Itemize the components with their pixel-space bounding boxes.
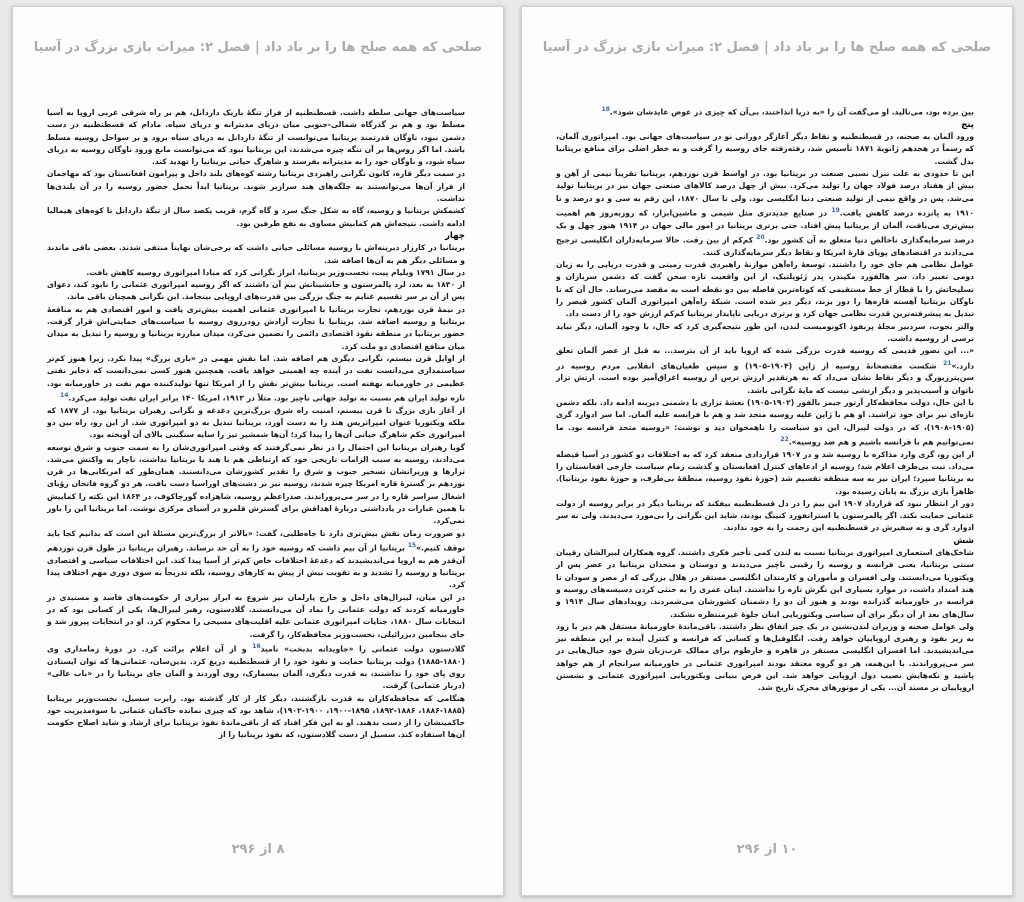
paragraph: کشمکش بریتانیا و روسیه، گاه به شکل جنگ سرد و گاه گرم، قریب یکصد سال از تنگهٔ داردانل تا کوه‌های هیمالیا ادامه داشت. نتیجه‌اش هم کمابیش مساوی به نفع طرفین بود. — [47, 206, 465, 228]
footnote-link[interactable]: 18 — [601, 106, 610, 113]
footnote-link[interactable]: 19 — [831, 206, 840, 214]
page-number: ۸ از ۲۹۶ — [231, 842, 285, 857]
running-head: صلحی که همه صلح ها را بر باد داد | فصل ۲: میراث بازی بزرگ در آسیا — [33, 40, 483, 55]
paragraph: عوامل نظامی هم جای خود را داشتند. توسعهٔ راه‌آهن موازنهٔ راهبردی قدرت زمینی و قدرت دریایی را به زیان دومی تغییر داد. سر هالفورد مکیندر، پدر ژئوپلتیک، از این واقعیت تازه سخن گفت که دشمن سربازان و تسلیحاتش را با قطار از خط مستقیمی که کوتاه‌ترین فاصله بین دو نقطه است به مقصد می‌رساند. حال آن که تا ناوگان بریتانیا آهسته قاره‌ها را دور بزند، دیگر دیر شده است. شبکهٔ راه‌آهن امپراتوری آلمان کشور قیصر را تبدیل به پیشرفته‌ترین قدرت نظامی جهان کرد و برتری دریایی ناپایدار بریتانیا کم‌کم ارزش خود را از دست داد. — [556, 260, 974, 319]
paragraph: ولی عوامل صحنه و وزیران لندن‌نشین در یک چیز اتفاق نظر داشتند. باقی‌ماندهٔ خاورمیانهٔ مستقل هم دیر یا زود به زیر نفوذ و رهبری اروپاییان خواهد رفت. انگلوفیل‌ها و کسانی که فرانسه و کنترل آینده بر این منطقه نیز می‌اندیشیدند. اما افسران انگلیسی مستقر در قاهره و خارطوم برای ممالک عرب‌زبان شرق خود خیال‌هایی در سر می‌پروراندند. با این‌همه، هر دو گروه معتقد بودند امپراتوری عثمانی در خاورمیانه سرانجام از هم خواهد پاشید و تکه‌هایش نصیب دول اروپایی خواهد شد. این فرض بنیانی ویکتوریایی امپراتوری عثمانی و نشستن اروپاییان بر مسند آن... یکی از موتورهای محرک تاریخ شد. — [556, 621, 974, 693]
paragraph: در این میان، لیبرال‌های داخل و خارج پارلمان نیز شروع به ابراز بیزاری از حکومت‌های فاسد و مستبدی در خاورمیانه کردند که دولت عثمانی را نماد آن می‌دانستند. گلادستون، رهبر لیبرال‌ها، یکی از کسانی بود که در انتخابات سال ۱۸۸۰، جنایات امپراتوری عثمانی علیه اقلیت‌های مسیحی را محکوم کرد. او در انتخابات پیروز شد و جای بنجامین دیزرائیلی، نخست‌وزیر محافظه‌کار، را گرفت. — [47, 592, 465, 639]
section-heading: چهار — [444, 230, 465, 241]
footnote-link[interactable]: 22 — [780, 435, 789, 443]
page-number: ۱۰ از ۲۹۶ — [736, 842, 798, 857]
paragraph: بین برده بود، می‌نالید. او می‌گفت آن را «به دریا انداختند، بی‌آن که چیزی در عوض عایدشان شود».$^{18}$ — [601, 106, 974, 117]
paragraph: در سمت دیگر قاره، کانون نگرانی راهبردی بریتانیا رشته کوه‌های بلند داخل و پیرامون افغانستان بود که مهاجمان از فراز آن‌ها می‌توانستند به جلگه‌های هند سرازیر شوند. بریتانیا ابداً تحمل حضور روسیه را در آن بلندی‌ها نداشت. — [47, 169, 465, 204]
paragraph: شاخک‌های استعماری امپراتوری بریتانیا نسبت به لندن کمی تأخیر فکری داشتند. گروه همکاران لیبرالشان رقیبان سنتی بریتانیا، یعنی فرانسه و روسیه را رقیبی ناچیز می‌دیدند و دوستان و متحدان بریتانیا در عصر پس از ویکتوریا می‌دانستند. ولی افسران و مأموران و کارمندان انگلیسی مستقر در هلال بزرگی که از مصر و سودان تا هند امتداد داشت، در موارد بسیاری این نگرش تازه را نداشتند. اینان عمری را به خنثی کردن دسیسه‌های روسیه و فرانسه در خاورمیانه گذرانده بودند و هنوز آن دو را دشمنان کشورشان می‌شمردند. رویدادهای سال ۱۹۱۴ و سال‌های بعد از آن دیگر برای آن سیاسی ویکتوریایی اینان جلوهٔ غیرمنتظره نشکند. — [556, 548, 974, 619]
page-body-text — [556, 104, 975, 693]
paragraph: از آغاز بازی بزرگ تا قرن بیستم، امنیت راه شرق بزرگ‌ترین دغدغه و نگرانی رهبران بریتانیا بود. از ۱۸۷۷ که ملکه ویکتوریا عنوان امپراتریس هند را به دست آورد، بریتانیا تبدیل به دو امپراتوری شد. از این رو، راه بین دو امپراتوری حکم شاهرگ حیاتی آن‌ها را پیدا کرد؛ آن‌ها شمشیر تیز را سایه سنگینی بالای آن آویخته بود. — [47, 405, 465, 440]
footnote-link[interactable]: 16 — [252, 642, 261, 650]
paragraph: گویا رهبران بریتانیا این احتمال را در نظر نمی‌گرفتند که وقتی امپراتوری‌شان را به سمت جنوب و شرق توسعه می‌دادند، روسیه به سبب الزامات تاریخی خود که ارتباطی هم با هند یا بریتانیا نداشت، ناچار به واکنش می‌شد. تزارها و وزیرانشان تسخیر جنوب و شرق را تقدیر کشورشان می‌دانستند. همان‌طور که امریکایی‌ها در قرن نوزدهم بر گسترهٔ قاره امریکا چیره شدند، روسیه نیز بر دشت‌های اوراسیا دست یافت. هر دو گروه فاتحان رؤیای اشغال سراسر قاره را در سر می‌پروراندند. صدراعظم روسیه، شاهزاده گورچاکوف، در ۱۸۶۴ این نکته را کمابیش با همین عبارات در یادداشتی دربارهٔ اهدافش برای گسترش قلمرو در آسیای مرکزی نوشت. اما بریتانیا این را باور نمی‌کرد. — [47, 442, 465, 526]
pdf-page-10 — [521, 6, 1013, 896]
paragraph: بریتانیا در کارزار دیرینه‌اش با روسیه مسائلی حیاتی داشت که برخی‌شان نهایتاً منتفی شدند. بعضی باقی ماندند و مسائلی دیگر هم به آن‌ها اضافه شد. — [47, 243, 465, 265]
paragraph: «... این تصور قدیمی که روسیه قدرت بزرگی شده که اروپا باید از آن بترسد... به قبل از عصر آلمان تعلق دارد.»$^{21}$ شکست مفتضحانهٔ روسیه از ژاپن (۱۹۰۴-۱۹۰۵) و سپس طغیان‌های انقلابی مردم روسیه در سن‌پترزبورگ و دیگر نقاط نشان می‌داد که به هرتقدیر ارزش ترس از روسیه اغراق‌آمیز بوده است. ارتش تزار ناتوان و آسیب‌پذیر و دیگر ارتشی نیست که مایهٔ نگرانی باشد. — [556, 346, 974, 395]
footnote-link[interactable]: 21 — [943, 359, 952, 367]
paragraph: در نیمهٔ قرن نوزدهم، تجارت بریتانیا با امپراتوری عثمانی اهمیت بیش‌تری یافت و امور اقتصادی هم به منافعهٔ بریتانیا و روسیه اضافه شد. بریتانیا با تجارت آزادش رودرروی روسیه با سیاست‌های حمایتی‌اش قرار گرفت. حضور بریتانیا در منطقه نفوذ اقتصادی دائمی را تضمین می‌کرد، میدان مبارزه بریتانیا و روسیه را تبدیل به میدان میان منافع اقتصادی دو ملت کرد. — [47, 304, 465, 351]
pdf-page-8 — [12, 6, 504, 896]
footnote-link[interactable]: 15 — [407, 541, 417, 549]
section-heading: پنج — [961, 119, 974, 130]
page-body-text — [47, 107, 465, 807]
paragraph: این تا حدودی به علت تنزل نسبی صنعت در بریتانیا بود. در اواسط قرن نوزدهم، بریتانیا تقریباً نیمی از آهن و بیش از هفتاد درصد فولاد جهان را تولید می‌کرد. بیش از چهل درصد کالاهای صنعتی جهان نیز در بریتانیا تولید می‌شد. پس در واقع نیمی از تولید صنعتی دنیا انگلیسی بود. ولی تا سال ۱۸۷۰، این رقم به سی و دو درصد و تا ۱۹۱۰ به پانزده درصد کاهش یافت.$^{19}$ در صنایع جدیدتری مثل شیمی و ماشین‌ابزار، که روزبه‌روز هم اهمیت بیش‌تری می‌یافت، آلمان از بریتانیا پیش افتاد. حتی برتری بریتانیا در امور مالی جهان در ۱۹۱۴ هنوز چهل و یک درصد سرمایه‌گذاری ناخالص دنیا متعلق به آن کشور بود.$^{20}$ کم‌کم از بین رفت. حالا سرمایه‌داران انگلیسی ترجیح می‌دادند در اقتصادهای پویای قارهٔ امریکا و نقاط دیگر سرمایه‌گذاری کنند. — [556, 169, 975, 257]
paragraph: سیاست‌های جهانی سلطه داشت. قسطنطنیه از فراز تنگهٔ باریک داردانل، هم بر راه شرقی غربی اروپا به آسیا مسلط بود و هم بر گذرگاه شمالی-جنوبی میان دریای مدیترانه و دریای سیاه. مادام که قسطنطنیه در دست دشمن نبود، ناوگان قدرتمند بریتانیا می‌توانست از تنگهٔ داردانل به دریای سیاه برود و بر سواحل روسیه مسلط باشد. اما اگر روس‌ها بر آن تنگه چیره می‌شدند، این بریتانیا نبود که می‌توانست مانع ورود ناوگان روسیه به دریای سیاه شود، و ناوگان خود را به مدیترانه بفرستد و شاهرگ حیاتی بریتانیا را تهدید کند. — [47, 108, 465, 167]
paragraph: هنگامی که محافظه‌کاران به قدرت بازگشتند، دیگر کار از کار گذشته بود. رابرت سسیل، نخست‌وزیر بریتانیا (۱۸۸۵-۱۸۸۶، ۱۸۸۶-۱۸۹۲، ۱۸۹۵-۱۹۰۰، ۱۹۰۰-۱۹۰۲)، شاهد بود که چیزی نمانده حاکمان عثمانی با سوءمدیریت خود حاکمیتشان را از دست بدهند. او به این فکر افتاد که از باقی‌ماندهٔ نفوذ بریتانیا برای ارشاد و شاید اصلاح حکومت آن‌ها استفاده کند. سسیل از دست گلادستون، که نفوذ بریتانیا را از — [47, 693, 465, 740]
footnote-link[interactable]: 20 — [756, 234, 765, 242]
paragraph: والتر بجوت، سردبیر مجلهٔ پرنفوذ اکونومیست لندن، این طور نتیجه‌گیری کرد که حال، با وجود آلمان، دیگر نباید ترسی از روسیه داشت. — [556, 321, 974, 343]
paragraph: در سال ۱۷۹۱ ویلیام پیت، نخست‌وزیر بریتانیا، ابراز نگرانی کرد که مبادا امپراتوری روسیه کاهش یافت. — [86, 267, 465, 277]
paragraph: با این حال، دولت محافظه‌کار آرتور جیمز بالفور (۱۹۰۲-۱۹۰۵) نعشهٔ تزاری با دشمنی دیرینه ادامه داد. بلکه دشمن تازه‌ای نیز برای خود تراشید. او هم با ژاپن علیه روسیه متحد شد و هم با فرانسه علیه آلمان. اما سر ادوارد گری (۱۹۰۵-۱۹۰۸)، که در دولت لیبرال، این دو سیاست را ناهمخوان دید و نوشت: «روسیه متحد فرانسه بود. ما نمی‌توانیم هم با فرانسه باشیم و هم ضد روسیه».$^{22}$ — [556, 397, 974, 447]
paragraph: از ۱۸۳۰ به بعد، لرد پالمرستون و جانشینانش بیم آن داشتند که اگر روسیه امپراتوری عثمانی را نابود کند، دعوای پس از آن بر سر تقسیم غنایم به جنگ بزرگی بین قدرت‌های اروپایی بینجامد. این نگرانی همچنان باقی ماند. — [47, 280, 465, 302]
paragraph: دو ضرورت زمان نقش بیش‌تری دارد تا جاه‌طلبی، گفت: «بالاتر از بزرگ‌ترین مسئلهٔ این است که بدانیم کجا باید توقف کنیم.»$^{15}$ بریتانیا از آن بیم داشت که روسیه خود را به آن حد نرساند. رهبران بریتانیا در طول قرن نوزدهم آن‌قدر هم به اروپا می‌اندیشیدند که دغدغهٔ اختلافات خاص کم‌تر از آسیا پیدا کند. این اختلافات سیاسی و اقتصادی بریتانیا و روسیه را تشدید و به تقویت بیش از پیش به کارهای روسیه، بلکه تدریجاً به سوی دوری مهم اختلاف پیدا کرد. — [47, 528, 465, 590]
footnote-link[interactable]: 14 — [60, 391, 69, 399]
paragraph: از اوایل قرن بیستم، نگرانی دیگری هم اضافه شد. اما نقش مهمی در «بازی بزرگ» پیدا نکرد. زیرا هنوز کم‌تر سیاستمداری می‌دانست نفت در آینده چه اهمیتی خواهد یافت. همچنین هنوز کسی نمی‌دانست که ذخایر نفتی عظیمی در خاورمیانه نهفته است. بریتانیا بیش‌تر نقش را از امریکا تنها تولیدکننده مهم نفت در خاورمیانه بود. تازه تولید ایران هم نسبت به تولید جهانی ناچیز بود. مثلاً در ۱۹۱۳، امریکا ۱۴۰ برابر ایران نفت تولید می‌کرد.$^{14}$ — [47, 353, 465, 403]
paragraph: گلادستون دولت عثمانی را «جاویدانه بدبخت» نامید$^{16}$ و از آن اعلام برائت کرد. در دورهٔ زمامداری وی (۱۸۸۰-۱۸۸۵) دولت بریتانیا حمایت و نفوذ خود را از قسطنطنیه دریغ کرد. بدین‌سان، عثمانی‌ها که توان ایستادن روی پای خود را نداشتند، به قدرت دیگری، آلمان بیسمارک، روی آوردند و آلمان جای بریتانیا را در «باب عالی» (دربار عثمانی) گرفت. — [47, 642, 466, 691]
paragraph: ورود آلمان به صحنه، در قسطنطنیه و نقاط دیگر آغازگر دورانی نو در سیاست‌های جهانی بود. امپراتوری آلمان، که رسماً در هجدهم ژانویهٔ ۱۸۷۱ تأسیس شد، رفته‌رفته جای روسیه را گرفت و به خطر اصلی برای منافع بریتانیا بدل گشت. — [556, 132, 974, 166]
section-heading: شش — [953, 535, 974, 546]
running-head: صلحی که همه صلح ها را بر باد داد | فصل ۲: میراث بازی بزرگ در آسیا — [542, 40, 992, 55]
paragraph: دور از انتظار نبود که قرارداد ۱۹۰۷ این بیم را در دل قسطنطنیه بیفکند که بریتانیا دیگر در برابر روسیه از دولت عثمانی حمایت نکند. اگر پالمرستون یا استراتفورد کنینگ بودند، شاید این نگرانی را بی‌مورد می‌دیدند. ولی نه سر ادوارد گری و نه سفیرش در قسطنطنیه این زحمت را به خود ندادند. — [556, 498, 974, 533]
paragraph: از این رو، گری وارد مذاکره با روسیه شد و در ۱۹۰۷ قراردادی منعقد کرد که به اختلافات دو کشور در آسیا فیصله می‌داد. تبت بی‌طرف اعلام شد؛ روسیه از ادعاهای کنترل افغانستان و گذشت زمام سیاست خارجی افغانستان را به بریتانیا سپرد؛ ایران نیز به سه منطقه تقسیم شد (حوزهٔ نفوذ روسیه، منطقهٔ بی‌طرف، و حوزهٔ نفوذ بریتانیا). ظاهراً بازی بزرگ به پایان رسیده بود. — [556, 449, 974, 496]
